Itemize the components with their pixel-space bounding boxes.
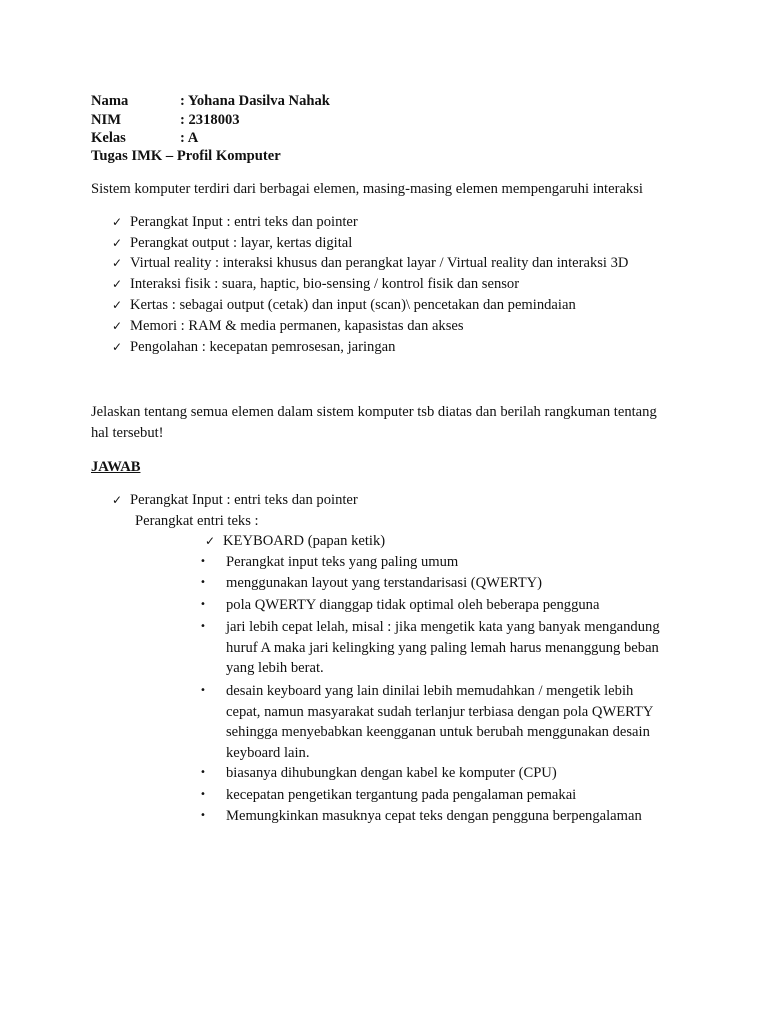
- nim-value: : 2318003: [180, 112, 240, 128]
- check-icon: ✓: [112, 277, 123, 291]
- question-line-2: hal tersebut!: [91, 425, 164, 441]
- bullet-icon: •: [200, 789, 206, 800]
- answer-bullet: [200, 553, 458, 573]
- element-item-text: Perangkat output : layar, kertas digital: [130, 235, 353, 251]
- bullet-icon: •: [200, 577, 206, 588]
- bullet-icon: •: [200, 767, 206, 778]
- answer-bullet: [200, 618, 660, 679]
- element-item: [112, 234, 352, 252]
- element-item-text: Pengolahan : kecepatan pemrosesan, jaringan: [130, 339, 396, 355]
- answer-bullet-line: desain keyboard yang lain dinilai lebih memudahkan / mengetik lebih: [226, 683, 634, 699]
- answer-bullet: [200, 682, 653, 763]
- answer-bullet: [200, 596, 599, 616]
- keyboard-item: [205, 532, 385, 550]
- bullet-icon: •: [200, 556, 206, 567]
- tugas-title: Tugas IMK – Profil Komputer: [91, 148, 281, 164]
- nama-value: : Yohana Dasilva Nahak: [180, 93, 330, 109]
- element-item: [112, 275, 519, 293]
- answer-bullet: [200, 807, 642, 827]
- nama-label: Nama: [91, 93, 129, 109]
- answer-bullet-line: cepat, namun masyarakat sudah terlanjur terbiasa dengan pola QWERTY: [226, 703, 654, 720]
- element-item: [112, 254, 628, 272]
- kelas-value: : A: [180, 130, 199, 146]
- element-item: [112, 296, 576, 314]
- answer-bullet-line: yang lebih berat.: [226, 660, 324, 677]
- check-icon: ✓: [112, 340, 123, 354]
- answer-bullet-line: biasanya dihubungkan dengan kabel ke komputer (CPU): [226, 765, 557, 781]
- element-item: [112, 338, 395, 356]
- bullet-icon: •: [200, 621, 206, 632]
- check-icon: ✓: [112, 493, 123, 507]
- answer-bullet: [200, 764, 557, 784]
- check-icon: ✓: [112, 236, 123, 250]
- answer-bullet-line: sehingga menyebabkan keengganan untuk berubah menggunakan desain: [226, 724, 650, 741]
- element-item: [112, 213, 358, 231]
- check-icon: ✓: [112, 319, 123, 333]
- answer-item: [112, 491, 358, 509]
- answer-bullet-line: jari lebih cepat lelah, misal : jika mengetik kata yang banyak mengandung: [226, 619, 660, 635]
- answer-bullet-line: menggunakan layout yang terstandarisasi (QWERTY): [226, 575, 543, 591]
- answer-bullet-line: pola QWERTY dianggap tidak optimal oleh beberapa pengguna: [226, 597, 600, 613]
- question-line-1: Jelaskan tentang semua elemen dalam sistem komputer tsb diatas dan berilah rangkuman tentang: [91, 404, 657, 420]
- answer-bullet-line: kecepatan pengetikan tergantung pada pengalaman pemakai: [226, 787, 577, 803]
- check-icon: ✓: [112, 298, 123, 312]
- answer-bullet-line: Memungkinkan masuknya cepat teks dengan pengguna berpengalaman: [226, 808, 642, 824]
- answer-bullet: [200, 786, 576, 806]
- kelas-label: Kelas: [91, 130, 126, 146]
- answer-bullet-line: Perangkat input teks yang paling umum: [226, 554, 459, 570]
- check-icon: ✓: [205, 534, 216, 548]
- answer-bullet-line: keyboard lain.: [226, 744, 310, 761]
- answer-item-text: Perangkat Input : entri teks dan pointer: [130, 492, 358, 508]
- answer-bullet: [200, 574, 542, 594]
- answer-bullet-line: huruf A maka jari kelingking yang paling lemah harus menanggung beban: [226, 639, 659, 656]
- element-item-text: Kertas : sebagai output (cetak) dan input (scan)\ pencetakan dan pemindaian: [130, 297, 576, 313]
- nim-label: NIM: [91, 112, 121, 128]
- intro-paragraph: Sistem komputer terdiri dari berbagai elemen, masing-masing elemen mempengaruhi interaksi: [91, 181, 643, 197]
- element-item-text: Virtual reality : interaksi khusus dan perangkat layar / Virtual reality dan interaksi 3D: [130, 255, 629, 271]
- element-item-text: Perangkat Input : entri teks dan pointer: [130, 214, 358, 230]
- jawab-heading: JAWAB: [91, 459, 141, 475]
- element-item: [112, 317, 464, 335]
- bullet-icon: •: [200, 685, 206, 696]
- check-icon: ✓: [112, 256, 123, 270]
- bullet-icon: •: [200, 599, 206, 610]
- element-item-text: Memori : RAM & media permanen, kapasistas dan akses: [130, 318, 464, 334]
- keyboard-item-text: KEYBOARD (papan ketik): [223, 533, 386, 549]
- answer-sub-heading: Perangkat entri teks :: [135, 513, 259, 529]
- element-item-text: Interaksi fisik : suara, haptic, bio-sensing / kontrol fisik dan sensor: [130, 276, 520, 292]
- bullet-icon: •: [200, 810, 206, 821]
- check-icon: ✓: [112, 215, 123, 229]
